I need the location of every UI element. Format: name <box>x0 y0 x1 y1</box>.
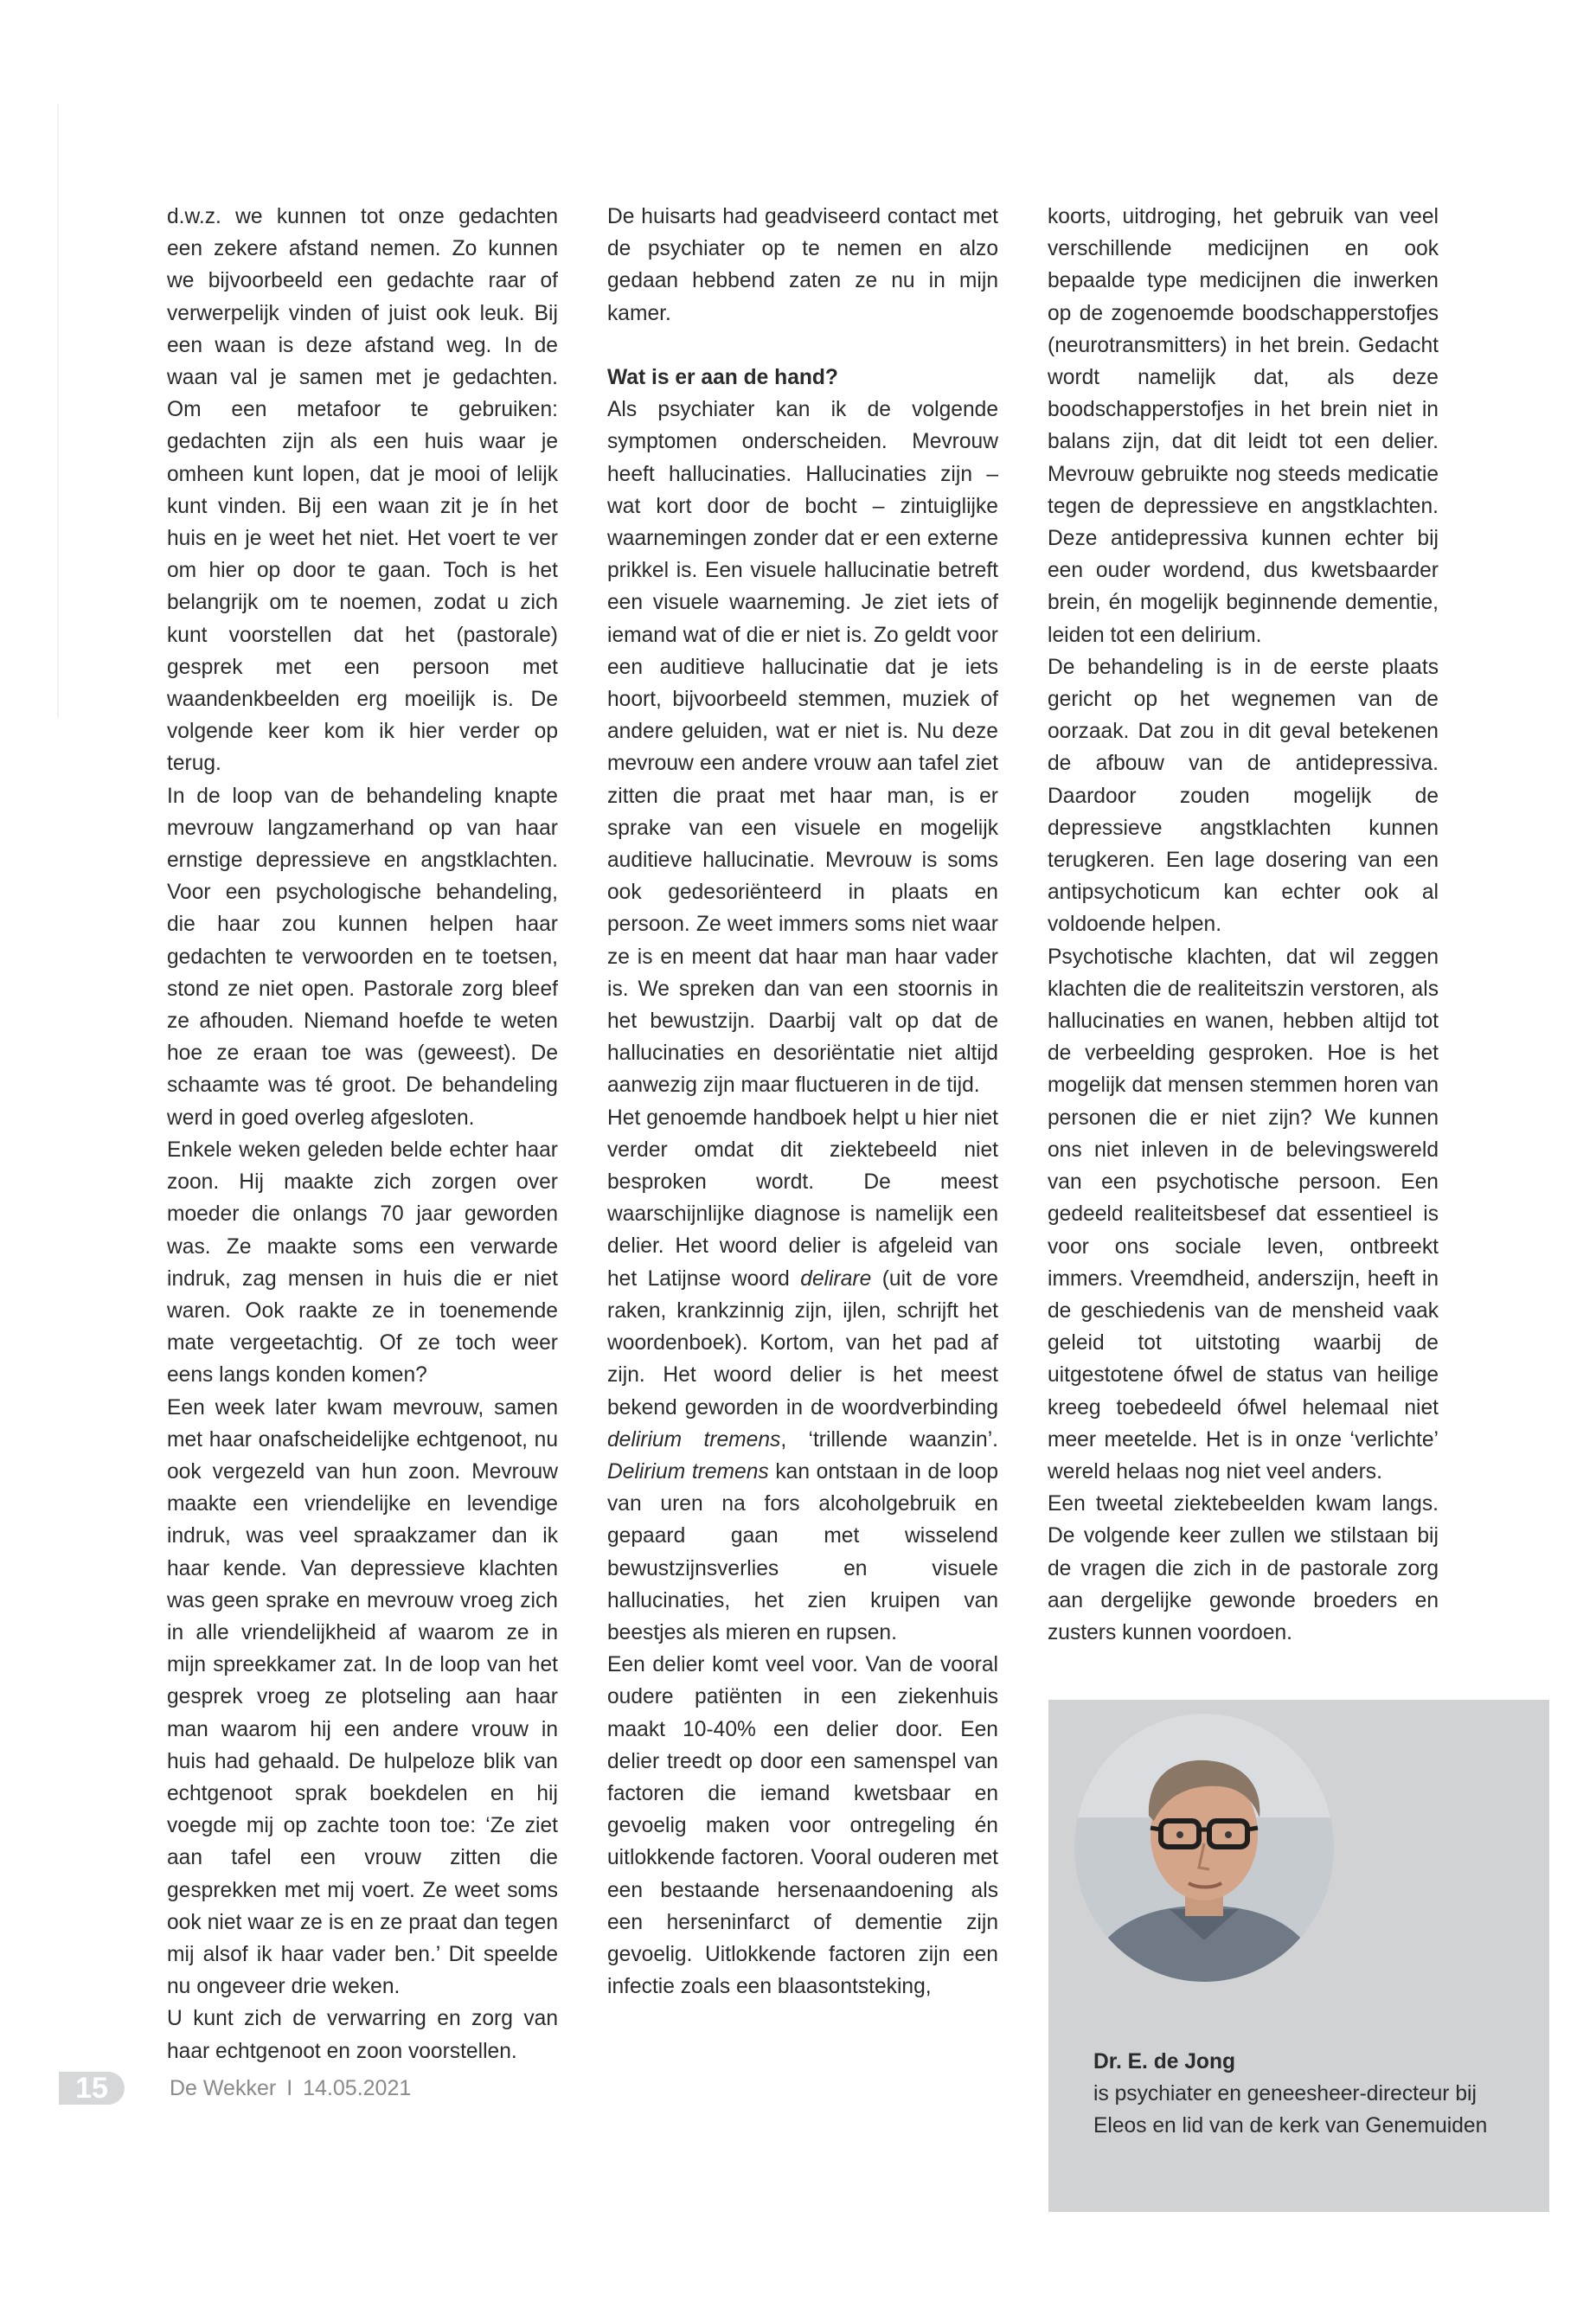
latin-term: delirare <box>800 1266 872 1291</box>
paragraph: U kunt zich de verwarring en zorg van haar echtgenoot en zoon voorstellen. <box>167 2007 558 2063</box>
latin-term: Delirium tremens <box>607 1459 769 1484</box>
paragraph: Psychotische klachten, dat wil zeggen klachten die de realiteitszin verstoren, als hallucinaties en wanen, hebben altijd tot de verbeelding gesproken. Hoe is het mogelijk dat mensen stemmen horen van personen die er niet zijn? We kunnen ons niet inleven in de belevingswereld van een psychotische persoon. Een gedeeld realiteitsbesef dat essentieel is voor ons sociale leven, ontbreekt immers. Vreemdheid, anderszijn, heeft in de geschiedenis van de mensheid vaak geleid tot uitstoting waarbij de uitgestotene ófwel de status van heilige kreeg toebedeeld ófwel helemaal niet meer meetelde. Het is in onze ‘verlichte’ wereld helaas nog niet veel anders. <box>1048 945 1439 1484</box>
author-credit <box>1093 2046 1526 2142</box>
publication-name: De Wekker <box>170 2076 277 2100</box>
paragraph <box>607 1102 998 1649</box>
paragraph: Een tweetal ziektebeelden kwam langs. De volgende keer zullen we stilstaan bij de vragen die zich in de pastorale zorg aan dergelijke gewonde broeders en zusters kunnen voordoen. <box>1048 1492 1439 1644</box>
paragraph: d.w.z. we kunnen tot onze gedachten een zekere afstand nemen. Zo kunnen we bijvoorbeeld een gedachte raar of verwerpelijk vinden of juist ook leuk. Bij een waan is deze afstand weg. In de waan val je samen met je gedachten. Om een metafoor te gebruiken: gedachten zijn als een huis waar je omheen kunt lopen, dat je mooi of lelijk kunt vinden. Bij een waan zit je ín het huis en je weet het niet. Het voert te ver om hier op door te gaan. Toch is het belangrijk om te noemen, zodat u zich kunt voorstellen dat het (pastorale) gesprek met een persoon met waandenkbeelden erg moeilijk is. De volgende keer kom ik hier verder op terug. <box>167 205 558 776</box>
footer-meta <box>170 2073 411 2104</box>
paragraph-text: Het genoemde handboek helpt u hier niet verder omdat dit ziektebeeld niet besproken wordt. De meest waarschijnlijke diagnose is namelijk een delier. Het woord delier is afgeleid van het Latijnse woord <box>607 1106 998 1291</box>
article-column-3 <box>1048 201 1439 1649</box>
paragraph: Een delier komt veel voor. Van de vooral oudere patiënten in een ziekenhuis maakt 10-40% een delier door. Een delier treedt op door een samenspel van factoren die iemand kwetsbaar en gevoelig maken voor ontregeling én uitlokkende factoren. Vooral ouderen met een bestaande hersenaandoening als een herseninfarct of dementie zijn gevoelig. Uitlokkende factoren zijn een infectie zoals een blaasontsteking, <box>607 1653 998 1999</box>
paragraph: De behandeling is in de eerste plaats gericht op het wegnemen van de oorzaak. Dat zou in dit geval betekenen de afbouw van de antidepressiva. Daardoor zouden mogelijk de depressieve angstklachten kunnen terugkeren. Een lage dosering van een antipsychoticum kan echter ook al voldoende helpen. <box>1048 655 1439 937</box>
page-number: 15 <box>59 2072 125 2105</box>
latin-term: delirium tremens <box>607 1427 781 1452</box>
publication-date: 14.05.2021 <box>303 2076 412 2100</box>
section-heading: Wat is er aan de hand? <box>607 366 838 389</box>
page-edge-line <box>57 104 59 718</box>
paragraph: De huisarts had geadviseerd contact met de psychiater op te nemen en alzo gedaan hebbend zaten ze nu in mijn kamer. <box>607 205 998 325</box>
paragraph-text: , ‘trillende waanzin’. <box>780 1427 998 1452</box>
paragraph: In de loop van de behandeling knapte mevrouw langzamerhand op van haar ernstige depressieve en angstklachten. Voor een psychologische behandeling, die haar zou kunnen helpen haar gedachten te verwoorden en te toetsen, stond ze niet open. Pastorale zorg bleef ze afhouden. Niemand hoefde te weten hoe ze eraan toe was (geweest). De schaamte was té groot. De behandeling werd in goed overleg afgesloten. <box>167 784 558 1130</box>
paragraph-text: kan ontstaan in de loop van uren na fors alcoholgebruik en gepaard gaan met wisselend bewustzijnsverlies en visuele hallucinaties, het zien kruipen van beestjes als mieren en rupsen. <box>607 1459 998 1644</box>
author-bio: is psychiater en geneesheer-directeur bij Eleos en lid van de kerk van Genemuiden <box>1093 2082 1488 2138</box>
footer-separator: I <box>286 2076 293 2100</box>
paragraph: Als psychiater kan ik de volgende symptomen onderscheiden. Mevrouw heeft hallucinaties. Hallucinaties zijn – wat kort door de bocht – zintuiglijke waarnemingen zonder dat er een externe prikkel is. Een visuele hallucinatie betreft een visuele waarneming. Je ziet iets of iemand wat of die er niet is. Zo geldt voor een auditieve hallucinatie dat je iets hoort, bijvoorbeeld stemmen, muziek of andere geluiden, wat er niet is. Nu deze mevrouw een andere vrouw aan tafel ziet zitten die praat met haar man, is er sprake van een visuele en mogelijk auditieve hallucinatie. Mevrouw is soms ook gedesoriënteerd in plaats en persoon. Ze weet immers soms niet waar ze is en meent dat haar man haar vader is. We spreken dan van een stoornis in het bewustzijn. Daarbij valt op dat de hallucinaties en desoriëntatie niet altijd aanwezig zijn maar fluctueren in de tijd. <box>607 398 998 1098</box>
paragraph: Een week later kwam mevrouw, samen met haar onafscheidelijke echtgenoot, nu ook vergezeld van hun zoon. Mevrouw maakte een vriendelijke en levendige indruk, was veel spraakzamer dan ik haar kende. Van depressieve klachten was geen sprake en mevrouw vroeg zich in alle vriendelijkheid af waarom ze in mijn spreekkamer zat. In de loop van het gesprek vroeg ze plotseling aan haar man waarom hij een andere vrouw in huis had gehaald. De hulpeloze blik van echtgenoot sprak boekdelen en hij voegde mij op zachte toon toe: ‘Ze ziet aan tafel een vrouw zitten die gesprekken met mij voert. Ze weet soms ook niet waar ze is en ze praat dan tegen mij alsof ik haar vader ben.’ Dit speelde nu ongeveer drie weken. <box>167 1395 558 1999</box>
article-column-2 <box>607 201 998 2003</box>
author-portrait <box>1074 1714 1334 1982</box>
paragraph: koorts, uitdroging, het gebruik van veel verschillende medicijnen en ook bepaalde type medicijnen die inwerken op de zogenoemde boodschapperstofjes (neurotransmitters) in het brein. Gedacht wordt namelijk dat, als deze boodschapperstofjes in het brein niet in balans zijn, dat dit leidt tot een delier. Mevrouw gebruikte nog steeds medicatie tegen de depressieve en angstklachten. Deze antidepressiva kunnen echter bij een ouder wordend, dus kwetsbaarder brein, én mogelijk beginnende dementie, leiden tot een delirium. <box>1048 205 1439 647</box>
author-name: Dr. E. de Jong <box>1093 2050 1235 2073</box>
author-box <box>1048 1700 1549 2212</box>
portrait-illustration <box>1074 1714 1334 1982</box>
paragraph-text: (uit de vore raken, krankzinnig zijn, ijlen, schrijft het woordenboek). Kortom, van het pad af zijn. Het woord delier is het meest bekend geworden in de woordverbinding <box>607 1266 998 1420</box>
paragraph: Enkele weken geleden belde echter haar zoon. Hij maakte zich zorgen over moeder die onlangs 70 jaar geworden was. Ze maakte soms een verwarde indruk, zag mensen in huis die er niet waren. Ook raakte ze in toenemende mate vergeetachtig. Of ze toch weer eens langs konden komen? <box>167 1138 558 1388</box>
article-column-1 <box>167 201 558 2067</box>
